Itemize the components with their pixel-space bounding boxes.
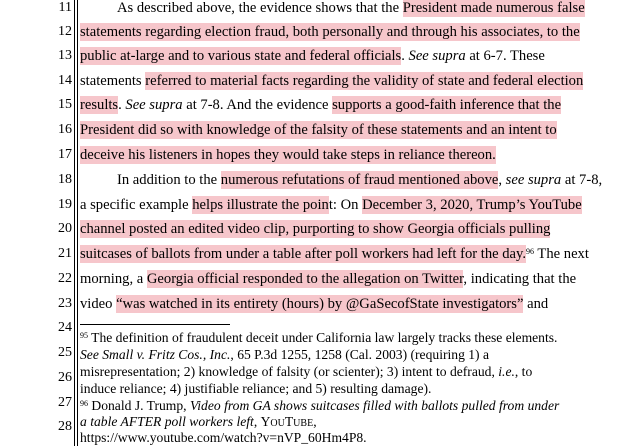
line-number: 21 [58, 246, 72, 261]
highlight: suitcases of ballots from under a table after poll workers had left for the day. [80, 246, 527, 262]
body-line-11 [117, 0, 585, 19]
text: and [523, 296, 549, 312]
text: at 7-8, [561, 172, 603, 188]
line-number: 20 [58, 221, 72, 236]
url-link[interactable]: https://www.youtube.com/watch?v=nVP_60Hm4P8. [80, 430, 367, 445]
line-number: 23 [58, 296, 72, 311]
highlight: President did so with knowledge of the falsity of these statements and an intent to [80, 122, 557, 138]
highlight: deceive his listeners in hopes they would take steps in reliance thereon. [80, 147, 496, 163]
footnote-ref[interactable]: 96 [526, 247, 535, 256]
line-number: 25 [58, 345, 72, 360]
body-line-23 [80, 293, 548, 315]
body-line-19 [80, 194, 582, 216]
footnote-95-line-3 [80, 363, 532, 381]
body-line-15 [80, 94, 561, 116]
citation: a table AFTER poll workers left [80, 414, 254, 429]
text: As described above, the evidence shows that the [117, 0, 403, 16]
highlight: channel posted an edited video clip, purporting to show Georgia officials pulling [80, 221, 551, 237]
line-number: 28 [58, 419, 72, 434]
text: The next [534, 246, 589, 262]
text: a specific example [80, 197, 193, 213]
citation: see supra [505, 172, 562, 188]
body-line-14 [80, 70, 583, 92]
text: statements [80, 73, 146, 89]
body-line-16 [80, 119, 557, 141]
line-number: 26 [58, 370, 72, 385]
line-number: 17 [58, 147, 72, 162]
text: , to [514, 364, 533, 379]
text: video [80, 296, 117, 312]
highlight: results [80, 97, 119, 113]
highlight: helps illustrate the poin [192, 197, 329, 213]
line-number: 22 [58, 271, 72, 286]
text: at 7-8. And the evidence [182, 97, 333, 113]
footnote-95-line-1 [80, 329, 557, 347]
body-line-17 [80, 144, 496, 166]
footnote-95-line-4 [80, 380, 431, 398]
text: at 6-7. These [465, 48, 545, 64]
highlight: Georgia official responded to the allegation on Twitter [146, 271, 464, 287]
citation: See Small v. Fritz Cos., Inc. [80, 347, 231, 362]
text: , 65 P.3d 1255, 1258 (Cal. 2003) (requiring 1) a [230, 347, 490, 362]
citation: See supra [125, 97, 183, 113]
text: , [313, 414, 317, 429]
text: . [401, 48, 409, 64]
source-name: YouTube [260, 414, 314, 429]
text: , [498, 172, 506, 188]
highlight: President made numerous false [402, 0, 585, 16]
text: , [253, 414, 261, 429]
citation: Video from GA shows suitcases filled with ballots pulled from under [189, 398, 560, 413]
body-line-21 [80, 243, 589, 265]
body-line-22 [80, 268, 576, 290]
line-number: 13 [58, 48, 72, 63]
text: In addition to the [117, 172, 221, 188]
text: . [118, 97, 126, 113]
text: t: On [328, 197, 363, 213]
text: Donald J. Trump, [88, 398, 190, 413]
highlight: referred to material facts regarding the validity of state and federal election [145, 73, 584, 89]
line-number: 11 [58, 0, 72, 15]
margin-line-left [74, 0, 75, 446]
line-number: 27 [58, 395, 72, 410]
body-line-13 [80, 45, 545, 67]
citation: i.e. [498, 364, 515, 379]
margin-line-right [77, 0, 78, 446]
footnote-marker: 95 [80, 331, 88, 340]
highlight: December 3, 2020, Trump’s YouTube [362, 197, 582, 213]
line-number: 15 [58, 97, 72, 112]
text: induce reliance; 4) justifiable reliance; and 5) resulting damage). [80, 381, 432, 396]
citation: See supra [408, 48, 466, 64]
highlight: “was watched in its entirety (hours) by @GaSecofState investigators” [116, 296, 524, 312]
text: The definition of fraudulent deceit under California law largely tracks these elements. [88, 330, 558, 345]
highlight: public at-large and to various state and federal officials [80, 48, 402, 64]
body-line-12 [80, 21, 580, 43]
footnote-marker: 96 [80, 399, 88, 408]
footnote-95-line-2 [80, 346, 489, 364]
line-number: 16 [58, 122, 72, 137]
body-line-20 [80, 218, 550, 240]
highlight: numerous refutations of fraud mentioned above [220, 172, 499, 188]
line-number: 18 [58, 172, 72, 187]
line-number: 19 [58, 197, 72, 212]
text: misrepresentation; 2) knowledge of falsity (or scienter); 3) intent to defraud, [80, 364, 499, 379]
text: , indicating that the [463, 271, 577, 287]
line-number: 24 [58, 320, 72, 335]
highlight: supports a good-faith inference that the [332, 97, 562, 113]
line-number: 14 [58, 73, 72, 88]
body-line-18 [117, 169, 602, 191]
highlight: statements regarding election fraud, both personally and through his associates, to the [80, 24, 580, 40]
footnote-separator [80, 324, 230, 325]
footnote-96-url[interactable] [80, 429, 367, 447]
text: morning, a [80, 271, 147, 287]
line-number: 12 [58, 24, 72, 39]
